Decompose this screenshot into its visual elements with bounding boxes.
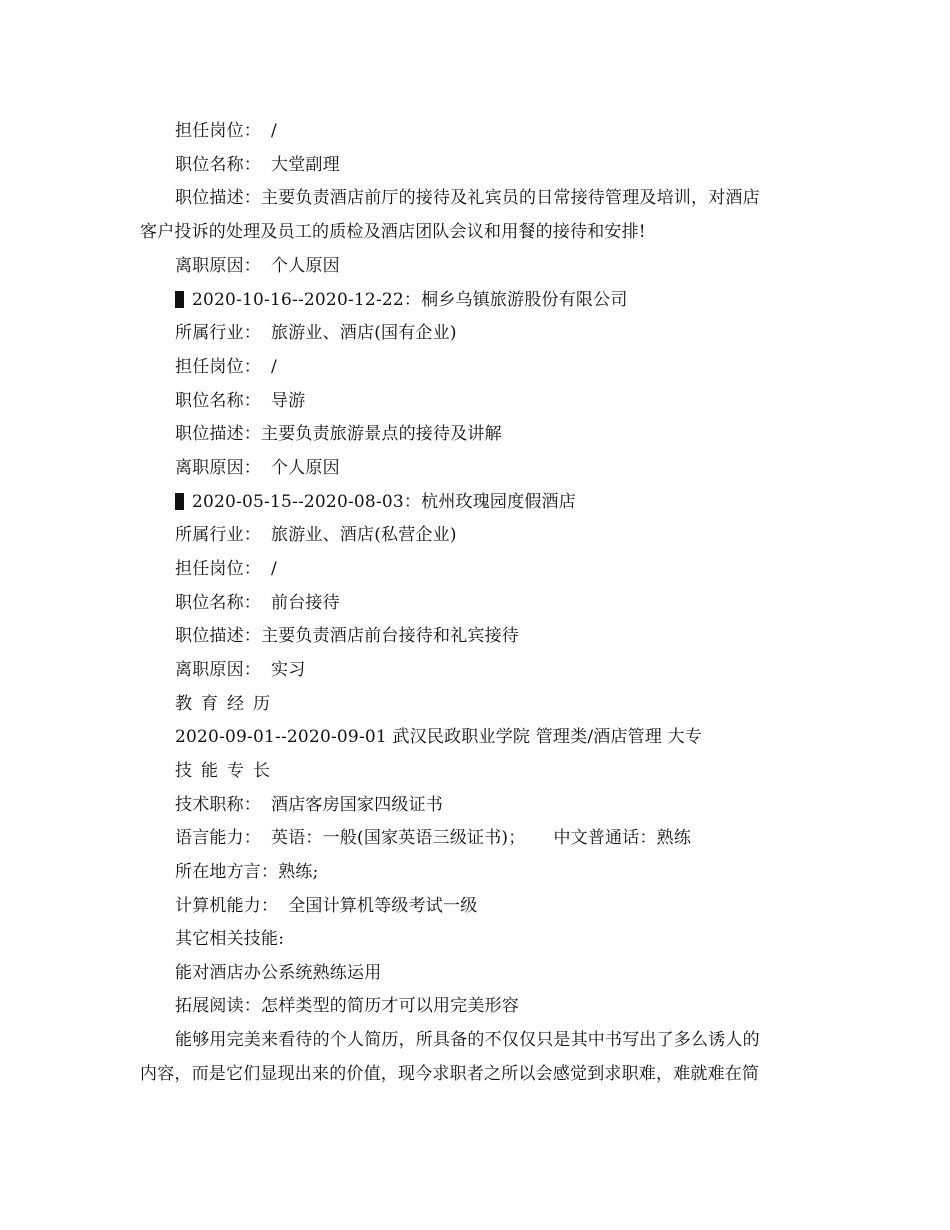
job2-desc-row [175,424,502,444]
job1-leave-value: 个人原因 [271,256,340,276]
job1-title-value: 大堂副理 [271,155,340,175]
job3-position-value: / [271,559,277,579]
job2-title-row [175,391,305,411]
job2-desc-label: 职位描述： [175,424,261,444]
job2-position-value: / [271,357,277,377]
job3-title-label: 职位名称： [175,593,261,613]
job1-leave-row [175,256,340,276]
job1-leave-label: 离职原因： [175,256,261,276]
job1-position-value: / [271,121,277,141]
skills-heading: 技能专长 [175,761,279,781]
skills-tech-row [175,795,443,815]
job2-leave-label: 离职原因： [175,458,261,478]
job3-desc-value: 主要负责酒店前台接待和礼宾接待 [261,626,519,646]
extended-paragraph-line1: 能够用完美来看待的个人简历，所具备的不仅仅只是其中书写出了多么诱人的 [175,1030,760,1050]
job3-industry-row [175,525,457,545]
job3-leave-value: 实习 [271,660,306,680]
job2-leave-row [175,458,340,478]
job3-desc-label: 职位描述： [175,626,261,646]
education-heading: 教育经历 [175,694,279,714]
bullet-marker-icon [175,291,184,308]
skills-computer-row [175,896,477,916]
job2-industry-value: 旅游业、酒店(国有企业) [271,323,457,343]
job3-header [175,492,576,512]
skills-lang-english: 英语：一般(国家英语三级证书)； [271,828,526,848]
extended-reading-title: 拓展阅读：怎样类型的简历才可以用完美形容 [175,996,519,1016]
skills-lang-label: 语言能力： [175,828,261,848]
job2-leave-value: 个人原因 [271,458,340,478]
skills-computer-value: 全国计算机等级考试一级 [288,896,478,916]
job2-industry-row [175,323,457,343]
job2-industry-label: 所属行业： [175,323,261,343]
skills-dialect: 所在地方言：熟练; [175,862,319,882]
bullet-marker-icon [175,493,184,510]
job1-desc-label: 职位描述： [175,188,261,208]
skills-tech-value: 酒店客房国家四级证书 [271,795,443,815]
job3-industry-value: 旅游业、酒店(私营企业) [271,525,457,545]
job1-title-row [175,155,340,175]
job3-title-value: 前台接待 [271,593,340,613]
job1-desc-line2: 客户投诉的处理及员工的质检及酒店团队会议和用餐的接待和安排! [140,222,646,242]
job3-title-row [175,593,340,613]
job2-title-label: 职位名称： [175,391,261,411]
job3-position-label: 担任岗位： [175,559,261,579]
job3-leave-row [175,660,305,680]
job2-header [175,290,628,310]
job2-title-value: 导游 [271,391,306,411]
job3-position-row [175,559,277,579]
job3-desc-row [175,626,519,646]
skills-tech-label: 技术职称： [175,795,261,815]
job1-desc-continuation [140,222,646,242]
job3-leave-label: 离职原因： [175,660,261,680]
job1-position-label: 担任岗位： [175,121,261,141]
skills-other-label: 其它相关技能: [175,929,285,949]
job2-desc-value: 主要负责旅游景点的接待及讲解 [261,424,502,444]
education-entry: 2020-09-01--2020-09-01 武汉民政职业学院 管理类/酒店管理 大专 [175,727,703,747]
skills-computer-label: 计算机能力： [175,896,279,916]
job2-header-text: 2020-10-16--2020-12-22：桐乡乌镇旅游股份有限公司 [192,290,628,310]
job1-desc-row [175,188,760,208]
job2-position-label: 担任岗位： [175,357,261,377]
job1-title-label: 职位名称： [175,155,261,175]
skills-lang-mandarin: 中文普通话：熟练 [553,828,692,848]
skills-language-row [175,828,691,848]
job1-desc-line1: 主要负责酒店前厅的接待及礼宾员的日常接待管理及培训，对酒店 [261,188,760,208]
job3-header-text: 2020-05-15--2020-08-03：杭州玫瑰园度假酒店 [192,492,576,512]
job3-industry-label: 所属行业： [175,525,261,545]
job2-position-row [175,357,277,377]
extended-paragraph-line2: 内容，而是它们显现出来的价值，现今求职者之所以会感觉到求职难，难就难在简 [140,1064,760,1084]
job1-position-row [175,121,277,141]
skills-other-value: 能对酒店办公系统熟练运用 [175,963,382,983]
